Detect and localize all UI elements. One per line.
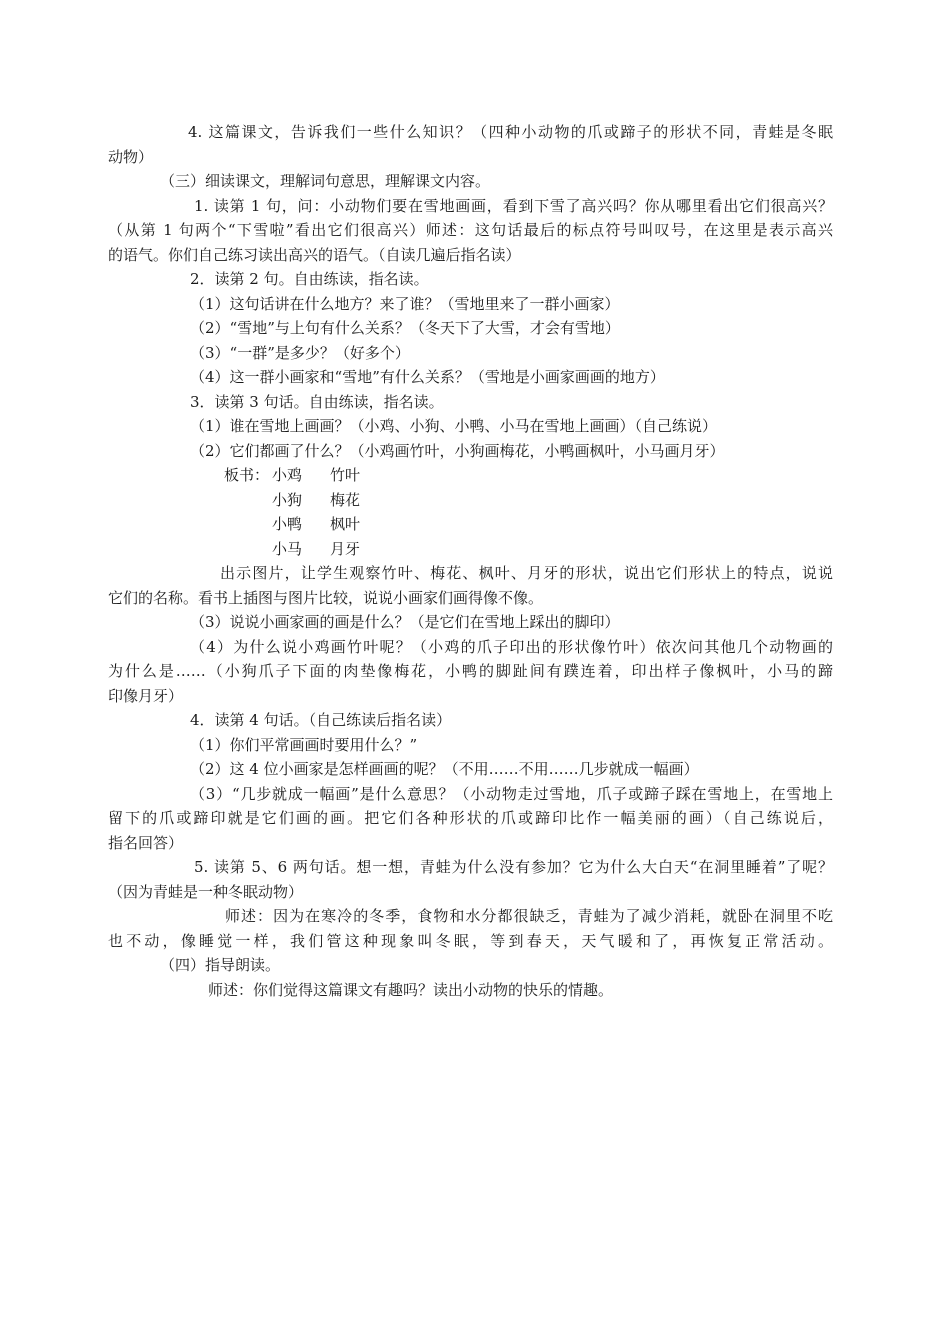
blackboard-label: 板书： <box>224 466 270 484</box>
reading-4-item-3-line-2: 留下的爪或蹄印就是它们画的画。把它们各种形状的爪或蹄印比作一幅美丽的画）（自己练说后， <box>108 809 833 827</box>
teacher-note-line-1: 师述：因为在寒冷的冬季，食物和水分都很缺乏，青蛙为了减少消耗，就卧在洞里不吃 <box>225 907 833 925</box>
reading-3-title: 3．读第 3 句话。自由练读，指名读。 <box>190 392 444 411</box>
reading-1-line-2: （从第 1 句两个“下雪啦”看出它们很高兴）师述：这句话最后的标点符号叫叹号，在这里是表示高兴 <box>108 221 833 239</box>
blackboard-row <box>108 488 833 513</box>
picture-activity-line-1: 出示图片，让学生观察竹叶、梅花、枫叶、月牙的形状，说出它们形状上的特点，说说 <box>220 564 833 582</box>
reading-4-title: 4．读第 4 句话。（自己练读后指名读） <box>190 711 452 729</box>
reading-3-item-1: （1）谁在雪地上画画？（小鸡、小狗、小鸭、小马在雪地上画画）（自己练说） <box>190 417 718 435</box>
blackboard-shape: 梅花 <box>330 490 361 509</box>
blackboard-animal: 小狗 <box>272 490 303 509</box>
reading-3-item-4-line-2: 为什么是……（小狗爪子下面的肉垫像梅花，小鸭的脚趾间有蹼连着，印出样子像枫叶，小马的蹄 <box>108 662 833 680</box>
reading-4-item-1: （1）你们平常画画时要用什么？” <box>190 735 418 754</box>
teacher-note-line-2: 也不动，像睡觉一样，我们管这种现象叫冬眠，等到春天，天气暖和了，再恢复正常活动。 <box>108 931 833 950</box>
document-body <box>108 120 833 1002</box>
final-teacher-note: 师述：你们觉得这篇课文有趣吗？读出小动物的快乐的情趣。 <box>208 980 614 999</box>
reading-1-line-1: 1. 读第 1 句，问：小动物们要在雪地画画，看到下雪了高兴吗？你从哪里看出它们很高兴？ <box>194 196 833 215</box>
reading-2-item-4: （4）这一群小画家和“雪地”有什么关系？（雪地是小画家画画的地方） <box>190 368 665 386</box>
reading-5-line-1: 5. 读第 5、6 两句话。想一想，青蛙为什么没有参加？它为什么大白天“在洞里睡着”了呢？ <box>194 858 833 876</box>
blackboard-shape: 枫叶 <box>330 515 361 533</box>
reading-5-line-2: （因为青蛙是一种冬眠动物） <box>108 882 304 901</box>
reading-4-item-3-line-3: 指名回答） <box>108 833 184 852</box>
reading-3-item-2: （2）它们都画了什么？（小鸡画竹叶，小狗画梅花，小鸭画枫叶，小马画月牙） <box>190 441 725 460</box>
blackboard-row <box>108 537 833 562</box>
section-4-heading: （四）指导朗读。 <box>160 956 281 974</box>
blackboard-row <box>108 512 833 537</box>
reading-4-item-2: （2）这 4 位小画家是怎样画画的呢？（不用……不用……几步就成一幅画） <box>190 760 699 778</box>
blackboard-animal: 小鸭 <box>272 515 303 533</box>
reading-2-title: 2．读第 2 句。自由练读，指名读。 <box>190 270 429 288</box>
question-4-line-1: 4. 这篇课文，告诉我们一些什么知识？（四种小动物的爪或蹄子的形状不同，青蛙是冬眠 <box>188 123 833 141</box>
blackboard-row <box>108 463 833 488</box>
reading-2-item-1: （1）这句话讲在什么地方？来了谁？（雪地里来了一群小画家） <box>190 294 620 313</box>
reading-2-item-3: （3）“一群”是多少？（好多个） <box>190 343 410 362</box>
section-3-heading: （三）细读课文，理解词句意思，理解课文内容。 <box>160 172 491 190</box>
picture-activity-line-2: 它们的名称。看书上插图与图片比较，说说小画家们画得像不像。 <box>108 588 544 607</box>
blackboard-animal: 小鸡 <box>272 466 303 484</box>
reading-2-item-2: （2）“雪地”与上句有什么关系？（冬天下了大雪，才会有雪地） <box>190 319 620 337</box>
reading-3-item-4-line-3: 印像月牙） <box>108 686 184 705</box>
reading-4-item-3-line-1: （3）“几步就成一幅画”是什么意思？（小动物走过雪地，爪子或蹄子踩在雪地上，在雪地上 <box>190 784 833 803</box>
blackboard-animal: 小马 <box>272 539 303 558</box>
reading-1-line-3: 的语气。你们自己练习读出高兴的语气。（自读几遍后指名读） <box>108 245 521 264</box>
blackboard-shape: 竹叶 <box>330 466 361 484</box>
reading-3-item-4-line-1: （4）为什么说小鸡画竹叶呢？（小鸡的爪子印出的形状像竹叶）依次问其他几个动物画的 <box>190 637 833 656</box>
blackboard-shape: 月牙 <box>330 539 361 558</box>
reading-3-item-3: （3）说说小画家画的画是什么？（是它们在雪地上踩出的脚印） <box>190 613 620 631</box>
question-4-line-2: 动物） <box>108 147 154 166</box>
